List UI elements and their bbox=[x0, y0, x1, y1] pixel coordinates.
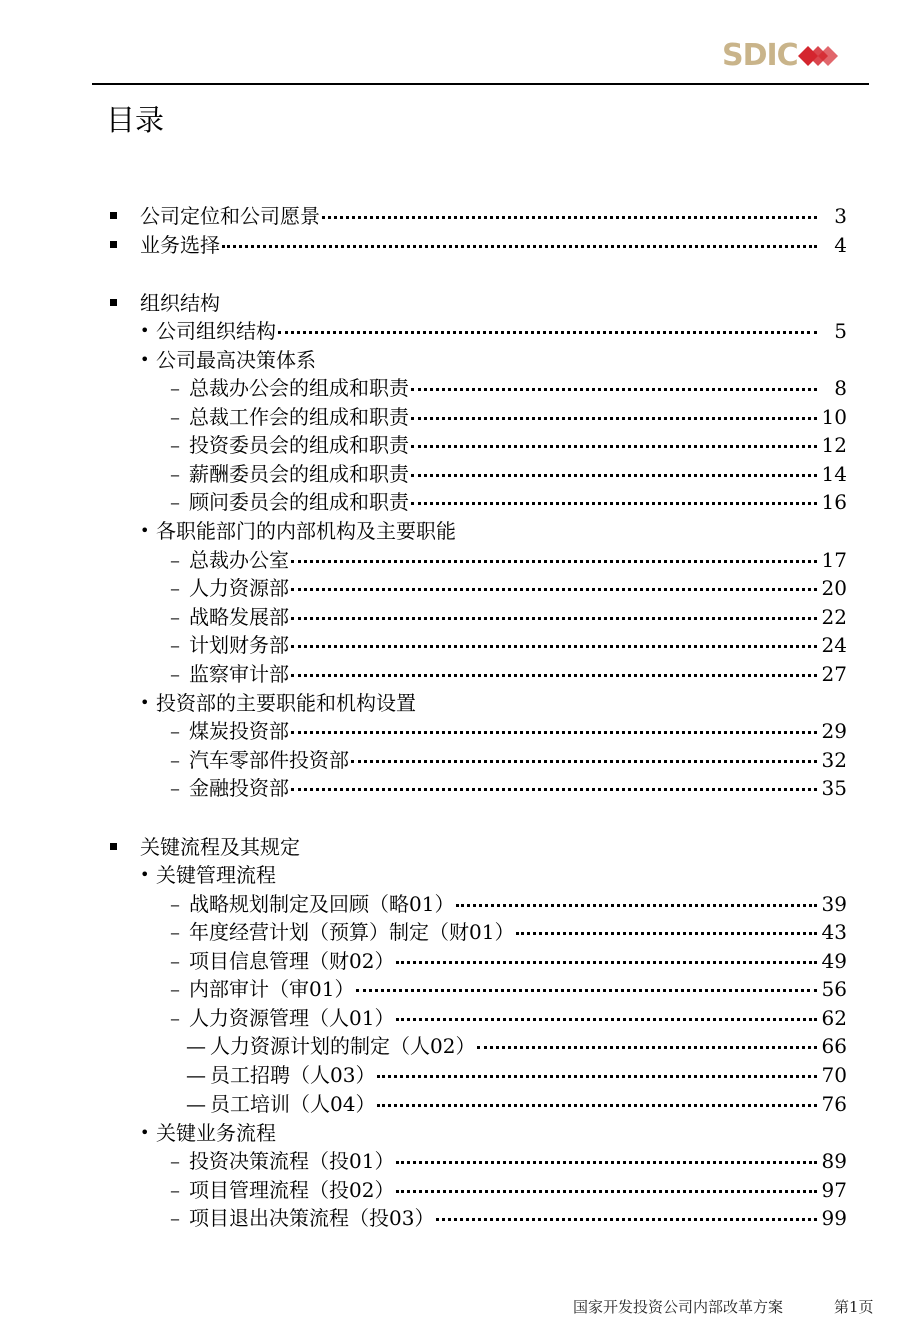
toc-entry[interactable] bbox=[140, 517, 847, 545]
toc-entry-page: 56 bbox=[821, 977, 847, 1001]
toc-entry[interactable] bbox=[170, 460, 847, 488]
dot-leader bbox=[322, 202, 817, 219]
toc-entry-label: 投资部的主要职能和机构设置 bbox=[156, 691, 416, 715]
toc-entry-label: 各职能部门的内部机构及主要职能 bbox=[156, 519, 456, 543]
toc-entry-label: 总裁办公室 bbox=[189, 548, 289, 572]
dash-bullet-icon: – bbox=[170, 977, 180, 1001]
footer-document-title: 国家开发投资公司内部改革方案 bbox=[573, 1298, 784, 1316]
toc-entry-page: 89 bbox=[821, 1149, 847, 1173]
footer-page-number: 第1页 bbox=[834, 1298, 874, 1316]
toc-entry[interactable] bbox=[170, 374, 847, 402]
round-bullet-icon: • bbox=[140, 350, 150, 369]
toc-entry-label: 监察审计部 bbox=[189, 662, 289, 686]
toc-entry-label: 总裁工作会的组成和职责 bbox=[189, 405, 409, 429]
page-title: 目录 bbox=[106, 103, 165, 137]
toc-entry-label: 业务选择 bbox=[140, 233, 220, 257]
toc-entry-label: 投资决策流程（投01） bbox=[189, 1149, 395, 1173]
dash-bullet-icon: – bbox=[170, 548, 180, 572]
dash-bullet-icon: – bbox=[170, 892, 180, 916]
dash-bullet-icon: — bbox=[186, 1034, 206, 1058]
dash-bullet-icon: – bbox=[170, 605, 180, 629]
toc-entry[interactable] bbox=[140, 861, 847, 889]
dot-leader bbox=[411, 488, 817, 505]
logo-text: SDIC bbox=[722, 38, 798, 73]
toc-entry-label: 关键业务流程 bbox=[156, 1121, 276, 1145]
dot-leader bbox=[411, 374, 817, 391]
header-divider bbox=[92, 83, 869, 85]
toc-entry[interactable] bbox=[170, 918, 847, 946]
toc-entry-label: 战略发展部 bbox=[189, 605, 289, 629]
toc-entry-label: 公司定位和公司愿景 bbox=[140, 204, 320, 228]
round-bullet-icon: • bbox=[140, 693, 150, 712]
dot-leader bbox=[396, 1147, 817, 1164]
dot-leader bbox=[377, 1090, 817, 1107]
toc-entry-page: 20 bbox=[821, 576, 847, 600]
dot-leader bbox=[291, 660, 817, 677]
toc-entry-label: 总裁办公会的组成和职责 bbox=[189, 376, 409, 400]
round-bullet-icon: • bbox=[140, 321, 150, 340]
dot-leader bbox=[351, 746, 817, 763]
dot-leader bbox=[291, 574, 817, 591]
toc-entry-label: 薪酬委员会的组成和职责 bbox=[189, 462, 409, 486]
dash-bullet-icon: – bbox=[170, 719, 180, 743]
toc-entry-page: 76 bbox=[821, 1092, 847, 1116]
toc-entry-page: 5 bbox=[834, 319, 847, 343]
toc-entry-label: 员工招聘（人03） bbox=[210, 1063, 376, 1087]
dash-bullet-icon: – bbox=[170, 490, 180, 514]
dash-bullet-icon: – bbox=[170, 1006, 180, 1030]
toc-entry-label: 人力资源计划的制定（人02） bbox=[210, 1034, 476, 1058]
toc-entry[interactable] bbox=[140, 317, 847, 345]
toc-entry-label: 员工培训（人04） bbox=[210, 1092, 376, 1116]
dash-bullet-icon: – bbox=[170, 576, 180, 600]
toc-entry[interactable] bbox=[170, 1004, 847, 1032]
dot-leader bbox=[356, 975, 817, 992]
toc-entry[interactable] bbox=[186, 1032, 847, 1060]
dot-leader bbox=[291, 717, 817, 734]
toc-entry[interactable] bbox=[170, 403, 847, 431]
dash-bullet-icon: – bbox=[170, 920, 180, 944]
toc-entry[interactable] bbox=[170, 431, 847, 459]
toc-entry-page: 29 bbox=[821, 719, 847, 743]
toc-entry[interactable] bbox=[186, 1090, 847, 1118]
toc-entry-page: 70 bbox=[821, 1063, 847, 1087]
toc-entry[interactable] bbox=[170, 717, 847, 745]
dash-bullet-icon: – bbox=[170, 776, 180, 800]
toc-entry-page: 99 bbox=[821, 1206, 847, 1230]
toc-entry-label: 投资委员会的组成和职责 bbox=[189, 433, 409, 457]
dash-bullet-icon: — bbox=[186, 1063, 206, 1087]
toc-entry[interactable] bbox=[170, 890, 847, 918]
round-bullet-icon: • bbox=[140, 865, 150, 884]
toc-entry-label: 金融投资部 bbox=[189, 776, 289, 800]
company-logo bbox=[722, 38, 872, 74]
dash-bullet-icon: – bbox=[170, 462, 180, 486]
toc-entry-label: 年度经营计划（预算）制定（财01） bbox=[189, 920, 515, 944]
square-bullet-icon bbox=[110, 299, 117, 306]
toc-entry[interactable] bbox=[110, 833, 847, 861]
toc-entry[interactable] bbox=[170, 603, 847, 631]
dot-leader bbox=[396, 1176, 817, 1193]
dash-bullet-icon: – bbox=[170, 748, 180, 772]
dot-leader bbox=[516, 918, 817, 935]
toc-entry[interactable] bbox=[140, 1119, 847, 1147]
toc-entry-page: 4 bbox=[834, 233, 847, 257]
toc-entry[interactable] bbox=[110, 289, 847, 317]
dot-leader bbox=[477, 1032, 817, 1049]
dot-leader bbox=[456, 890, 817, 907]
dot-leader bbox=[411, 460, 817, 477]
dash-bullet-icon: – bbox=[170, 633, 180, 657]
dash-bullet-icon: – bbox=[170, 433, 180, 457]
toc-entry-label: 项目管理流程（投02） bbox=[189, 1178, 395, 1202]
square-bullet-icon bbox=[110, 241, 117, 248]
toc-entry-label: 项目信息管理（财02） bbox=[189, 949, 395, 973]
toc-entry[interactable] bbox=[170, 1204, 847, 1232]
toc-entry[interactable] bbox=[170, 488, 847, 516]
toc-entry[interactable] bbox=[186, 1061, 847, 1089]
toc-entry-page: 35 bbox=[821, 776, 847, 800]
toc-entry[interactable] bbox=[110, 231, 847, 259]
toc-entry[interactable] bbox=[170, 546, 847, 574]
dash-bullet-icon: — bbox=[186, 1092, 206, 1116]
toc-entry-label: 公司最高决策体系 bbox=[156, 348, 316, 372]
toc-entry-page: 16 bbox=[821, 490, 847, 514]
toc-entry[interactable] bbox=[140, 346, 847, 374]
dash-bullet-icon: – bbox=[170, 376, 180, 400]
toc-entry-label: 煤炭投资部 bbox=[189, 719, 289, 743]
toc-entry-label: 人力资源部 bbox=[189, 576, 289, 600]
toc-entry[interactable] bbox=[170, 947, 847, 975]
toc-entry-page: 39 bbox=[821, 892, 847, 916]
toc-entry-label: 项目退出决策流程（投03） bbox=[189, 1206, 435, 1230]
toc-entry-page: 8 bbox=[834, 376, 847, 400]
square-bullet-icon bbox=[110, 212, 117, 219]
toc-entry-label: 计划财务部 bbox=[189, 633, 289, 657]
toc-entry[interactable] bbox=[170, 631, 847, 659]
dash-bullet-icon: – bbox=[170, 405, 180, 429]
toc-entry-label: 人力资源管理（人01） bbox=[189, 1006, 395, 1030]
dot-leader bbox=[436, 1204, 817, 1221]
toc-entry-page: 66 bbox=[821, 1034, 847, 1058]
round-bullet-icon: • bbox=[140, 1123, 150, 1142]
dot-leader bbox=[278, 317, 817, 334]
toc-entry-label: 公司组织结构 bbox=[156, 319, 276, 343]
toc-entry[interactable] bbox=[170, 1176, 847, 1204]
toc-entry-page: 12 bbox=[821, 433, 847, 457]
toc-entry-page: 49 bbox=[821, 949, 847, 973]
toc-entry-page: 24 bbox=[821, 633, 847, 657]
toc-entry-label: 汽车零部件投资部 bbox=[189, 748, 349, 772]
dot-leader bbox=[396, 947, 817, 964]
toc-entry-page: 10 bbox=[821, 405, 847, 429]
toc-entry[interactable] bbox=[170, 1147, 847, 1175]
toc-entry-page: 14 bbox=[821, 462, 847, 486]
round-bullet-icon: • bbox=[140, 521, 150, 540]
dot-leader bbox=[291, 546, 817, 563]
dash-bullet-icon: – bbox=[170, 1206, 180, 1230]
toc-entry-label: 顾问委员会的组成和职责 bbox=[189, 490, 409, 514]
dot-leader bbox=[291, 631, 817, 648]
dash-bullet-icon: – bbox=[170, 1178, 180, 1202]
logo-mark-icon bbox=[796, 41, 842, 71]
toc-entry-page: 27 bbox=[821, 662, 847, 686]
toc-entry[interactable] bbox=[140, 689, 847, 717]
toc-entry-page: 17 bbox=[821, 548, 847, 572]
toc-entry[interactable] bbox=[110, 202, 847, 230]
dot-leader bbox=[291, 603, 817, 620]
toc-entry-page: 62 bbox=[821, 1006, 847, 1030]
toc-entry[interactable] bbox=[170, 574, 847, 602]
toc-entry-label: 战略规划制定及回顾（略01） bbox=[189, 892, 455, 916]
square-bullet-icon bbox=[110, 843, 117, 850]
toc-entry-page: 22 bbox=[821, 605, 847, 629]
toc-entry-label: 内部审计（审01） bbox=[189, 977, 355, 1001]
toc-entry-page: 97 bbox=[821, 1178, 847, 1202]
toc-entry-page: 32 bbox=[821, 748, 847, 772]
dot-leader bbox=[377, 1061, 817, 1078]
toc-entry[interactable] bbox=[170, 746, 847, 774]
toc-entry[interactable] bbox=[170, 975, 847, 1003]
dash-bullet-icon: – bbox=[170, 662, 180, 686]
toc-entry-label: 关键流程及其规定 bbox=[140, 835, 300, 859]
dot-leader bbox=[222, 231, 817, 248]
dot-leader bbox=[411, 403, 817, 420]
toc-entry[interactable] bbox=[170, 660, 847, 688]
dot-leader bbox=[411, 431, 817, 448]
toc-entry-label: 组织结构 bbox=[140, 291, 220, 315]
dot-leader bbox=[291, 774, 817, 791]
dash-bullet-icon: – bbox=[170, 949, 180, 973]
toc-entry-page: 3 bbox=[834, 204, 847, 228]
toc-entry-page: 43 bbox=[821, 920, 847, 944]
toc-entry[interactable] bbox=[170, 774, 847, 802]
toc-entry-label: 关键管理流程 bbox=[156, 863, 276, 887]
dash-bullet-icon: – bbox=[170, 1149, 180, 1173]
dot-leader bbox=[396, 1004, 817, 1021]
